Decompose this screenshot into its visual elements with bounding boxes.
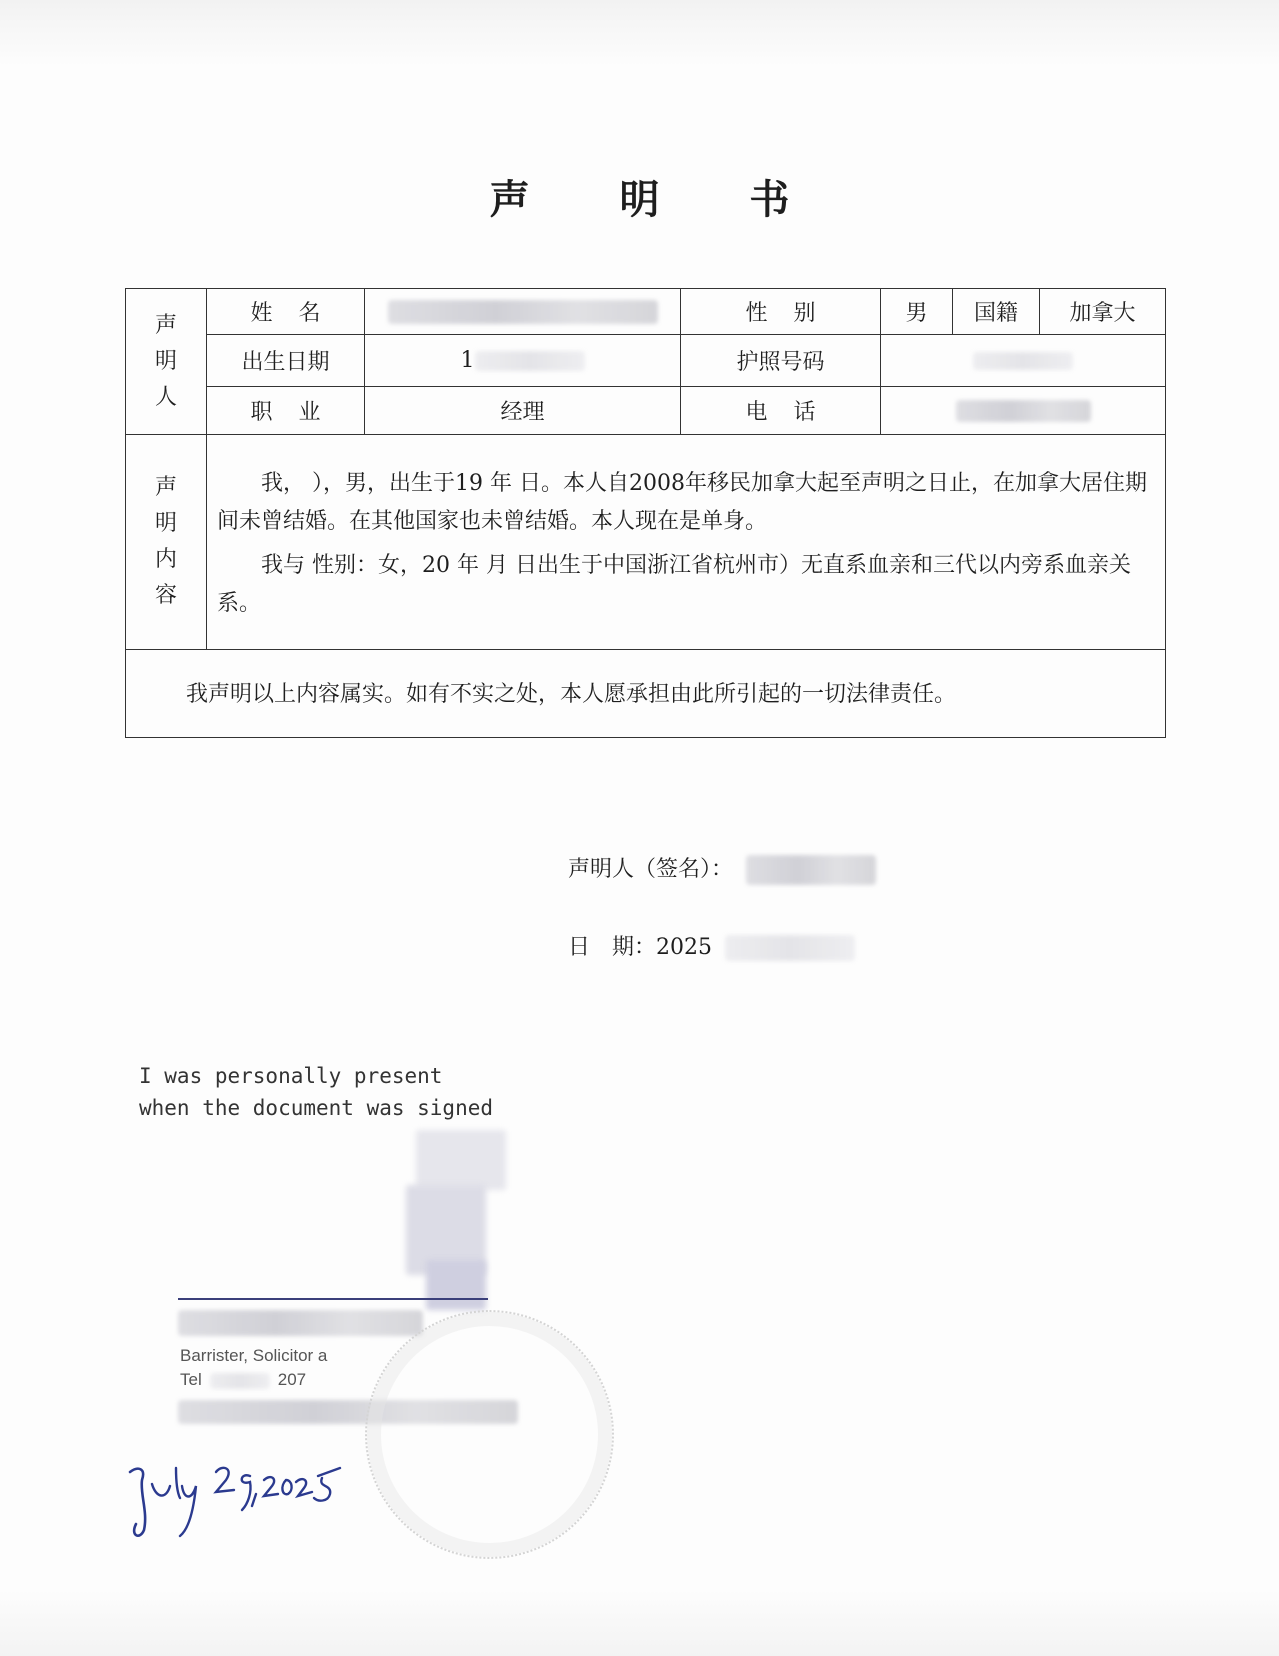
signature-line — [568, 852, 876, 885]
phone-value — [881, 387, 1166, 435]
phone-label: 电话 — [681, 387, 881, 435]
stamp-title: Barrister, Solicitor a — [180, 1346, 328, 1365]
redacted-name — [388, 300, 658, 324]
occupation-label: 职业 — [207, 387, 365, 435]
stamp-phone: Tel 207 — [180, 1370, 307, 1389]
witness-note — [139, 1060, 493, 1124]
birth-value: 1 — [365, 335, 681, 387]
date-label: 日 期：2025 — [568, 935, 712, 960]
date-line — [568, 930, 855, 961]
stamp-rule — [178, 1298, 488, 1300]
content-paragraph-1: 我， ），男，出生于19 年 日。本人自2008年移民加拿大起至声明之日止，在加拿大居住期间未曾结婚。在其他国家也未曾结婚。本人现在是单身。 — [217, 471, 1147, 534]
redacted-phone — [956, 400, 1091, 422]
content-label: 声 明 内 容 — [126, 435, 207, 650]
document-title: 声 明 书 — [489, 176, 828, 223]
redacted-date — [725, 935, 855, 961]
declaration-content — [207, 435, 1166, 650]
nationality-label: 国籍 — [953, 289, 1040, 335]
name-label: 姓名 — [207, 289, 365, 335]
handwritten-date-svg — [118, 1450, 348, 1540]
redacted-passport — [973, 352, 1073, 370]
truth-statement: 我声明以上内容属实。如有不实之处，本人愿承担由此所引起的一切法律责任。 — [126, 650, 1166, 738]
birth-label: 出生日期 — [207, 335, 365, 387]
witness-line-2: when the document was signed — [139, 1096, 494, 1120]
occupation-value: 经理 — [365, 387, 681, 435]
passport-label: 护照号码 — [681, 335, 881, 387]
content-paragraph-2: 我与 性别：女，20 年 月 日出生于中国浙江省杭州市）无直系血亲和三代以内旁系血亲关系。 — [217, 553, 1131, 616]
handwritten-date — [118, 1450, 348, 1544]
redacted-signature — [746, 855, 876, 885]
witness-line-1: I was personally present — [139, 1064, 443, 1088]
declarant-label: 声 明 人 — [126, 289, 207, 435]
name-value — [365, 289, 681, 335]
gender-label: 性别 — [681, 289, 881, 335]
redacted-birthdate — [475, 351, 585, 371]
gender-value: 男 — [881, 289, 953, 335]
embossed-seal — [365, 1310, 614, 1559]
nationality-value: 加拿大 — [1040, 289, 1166, 335]
signature-label: 声明人（签名）： — [568, 857, 734, 882]
redacted-phone-stamp — [210, 1373, 270, 1389]
passport-value — [881, 335, 1166, 387]
redacted-stamp-name — [178, 1310, 423, 1336]
declaration-table — [125, 288, 1166, 738]
